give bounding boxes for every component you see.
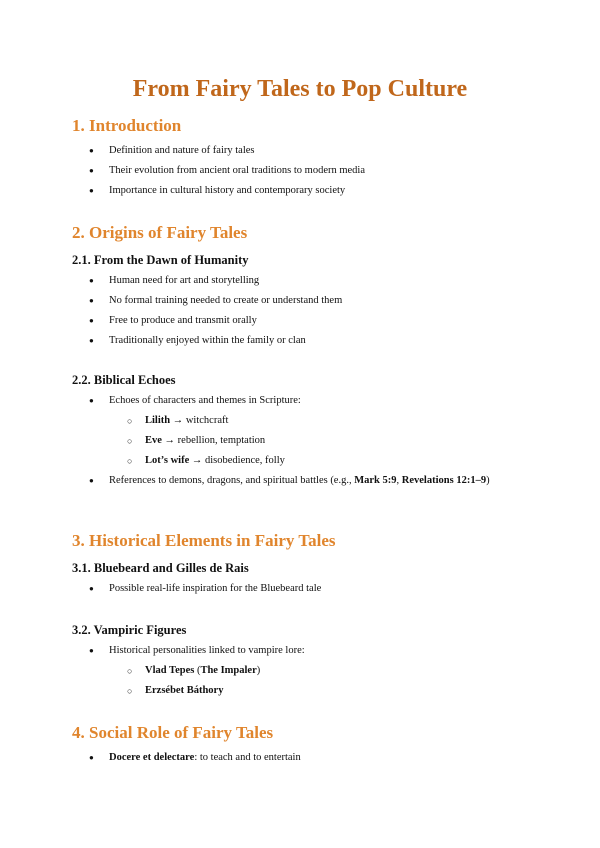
list-item: ● Echoes of characters and themes in Scripture: <box>0 391 509 411</box>
section-3-heading: 3. Historical Elements in Fairy Tales <box>72 531 336 550</box>
social-role-list <box>0 748 301 768</box>
bullet-icon: ● <box>89 476 94 485</box>
list-item: ● Human need for art and storytelling <box>0 271 342 291</box>
list-item: ● Definition and nature of fairy tales <box>0 141 365 161</box>
list-item: ● Historical personalities linked to vampire lore: <box>0 641 305 661</box>
bullet-icon: ● <box>89 336 94 345</box>
introduction-list <box>0 141 365 201</box>
bullet-icon: ● <box>89 646 94 655</box>
subsection-3-2-heading: 3.2. Vampiric Figures <box>72 623 187 637</box>
circle-bullet-icon: ○ <box>127 686 133 696</box>
list-item: ● Traditionally enjoyed within the family or clan <box>0 331 342 351</box>
figure-item: ○ Erzsébet Báthory <box>0 681 305 701</box>
biblical-list <box>0 391 509 491</box>
scripture-ref: Revelations 12:1–9 <box>401 475 487 486</box>
bullet-icon: ● <box>89 396 94 405</box>
bullet-icon: ● <box>89 753 94 762</box>
section-1-heading: 1. Introduction <box>72 116 182 135</box>
bullet-icon: ● <box>89 584 94 593</box>
section-2-heading: 2. Origins of Fairy Tales <box>72 223 248 242</box>
bullet-icon: ● <box>89 146 94 155</box>
circle-bullet-icon: ○ <box>127 436 133 446</box>
subsection-3-1-heading: 3.1. Bluebeard and Gilles de Rais <box>72 561 249 575</box>
echo-item: ○ Lot’s wife → disobedience, folly <box>0 451 509 471</box>
list-item: ● References to demons, dragons, and spiritual battles (e.g., Mark 5:9, Revelations 12:1–9) <box>0 471 509 491</box>
list-item: ● No formal training needed to create or understand them <box>0 291 342 311</box>
origins-list <box>0 271 342 351</box>
vampiric-list <box>0 641 305 701</box>
circle-bullet-icon: ○ <box>127 416 133 426</box>
scripture-ref: Mark 5:9 <box>354 475 397 486</box>
list-item: ● Possible real-life inspiration for the Bluebeard tale <box>0 579 321 599</box>
circle-bullet-icon: ○ <box>127 666 133 676</box>
bullet-icon: ● <box>89 166 94 175</box>
bullet-icon: ● <box>89 276 94 285</box>
list-item: ● Docere et delectare: to teach and to entertain <box>0 748 301 768</box>
subsection-2-2-heading: 2.2. Biblical Echoes <box>72 373 176 387</box>
section-4-heading: 4. Social Role of Fairy Tales <box>72 723 274 742</box>
bullet-icon: ● <box>89 316 94 325</box>
figure-item: ○ Vlad Tepes (The Impaler) <box>0 661 305 681</box>
bullet-icon: ● <box>89 186 94 195</box>
bullet-icon: ● <box>89 296 94 305</box>
circle-bullet-icon: ○ <box>127 456 133 466</box>
subsection-2-1-heading: 2.1. From the Dawn of Humanity <box>72 253 249 267</box>
list-item: ● Free to produce and transmit orally <box>0 311 342 331</box>
echo-item: ○ Lilith → witchcraft <box>0 411 509 431</box>
list-item: ● Importance in cultural history and contemporary society <box>0 181 365 201</box>
list-item: ● Their evolution from ancient oral traditions to modern media <box>0 161 365 181</box>
bluebeard-list <box>0 579 321 599</box>
page-title: From Fairy Tales to Pop Culture <box>132 76 468 102</box>
echo-item: ○ Eve → rebellion, temptation <box>0 431 509 451</box>
